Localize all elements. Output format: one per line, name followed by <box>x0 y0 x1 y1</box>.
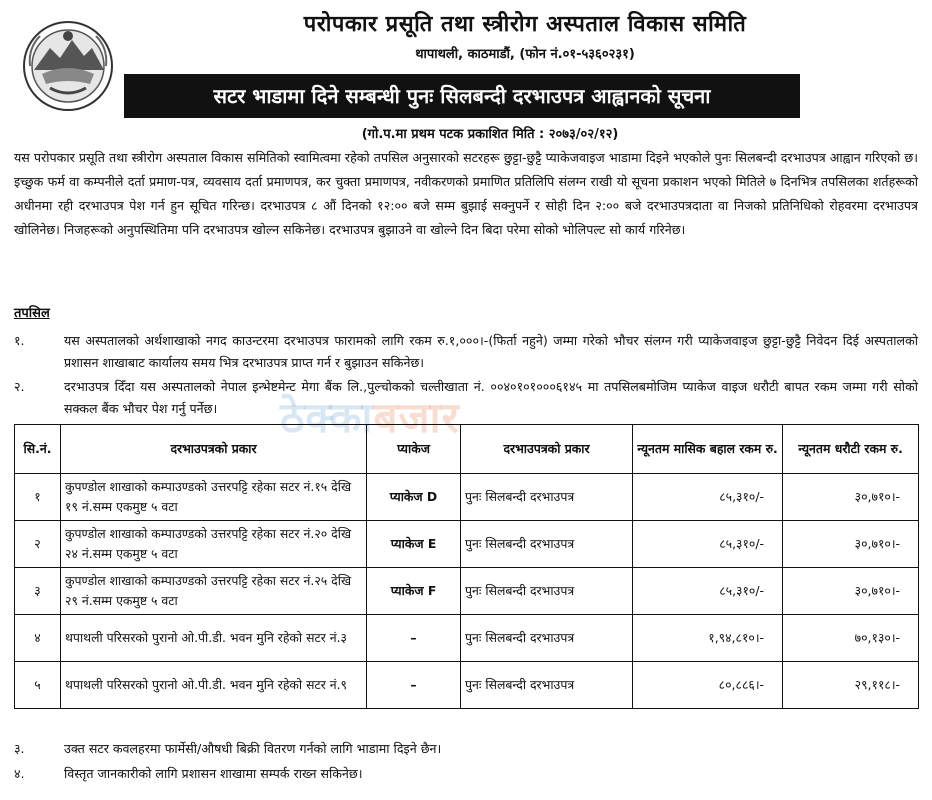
cell-package: प्याकेज F <box>367 568 461 615</box>
condition-text: विस्तृत जानकारीको लागि प्रशासन शाखामा सम्पर्क राख्न सकिनेछ। <box>64 766 363 781</box>
cell-serial: ४ <box>15 615 61 662</box>
table-row <box>15 474 919 521</box>
cell-min-deposit: ३०,७१०।- <box>783 474 919 521</box>
cell-description: कुपण्डोल शाखाको कम्पाउण्डको उत्तरपट्टि रहेका सटर नं.२० देखि २४ नं.सम्म एकमुष्ट ५ वटा <box>61 521 367 568</box>
cell-package: – <box>367 615 461 662</box>
table-header-row <box>15 425 919 474</box>
cell-package: प्याकेज E <box>367 521 461 568</box>
header-min-deposit: न्यूनतम धरौटी रकम रु. <box>783 425 919 474</box>
cell-description: कुपण्डोल शाखाको कम्पाउण्डको उत्तरपट्टि रहेका सटर नं.२५ देखि २९ नं.सम्म एकमुष्ट ५ वटा <box>61 568 367 615</box>
publish-date: (गो.प.मा प्रथम पटक प्रकाशित मिति : २०७३/०२/१२) <box>361 127 619 142</box>
condition-text: दरभाउपत्र दिँदा यस अस्पतालको नेपाल इन्भेष्टमेन्ट मेगा बैंक लि.,पुल्चोकको चल्तीखाता नं. ००४०१०१०००६१४५ मा तपसिलबमोजिम प्याकेज वाइज धरौटी बापत रकम जम्मा गरी सोको सक्कल बैंक भौचर पेश गर्नु पर्नेछ। <box>64 379 918 416</box>
cell-serial: ३ <box>15 568 61 615</box>
condition-number: १. <box>14 333 25 348</box>
cell-serial: २ <box>15 521 61 568</box>
cell-tender-type: पुनः सिलबन्दी दरभाउपत्र <box>461 662 633 709</box>
cell-tender-type: पुनः सिलबन्दी दरभाउपत्र <box>461 521 633 568</box>
table-row <box>15 615 919 662</box>
cell-description: थपाथली परिसरको पुरानो ओ.पी.डी. भवन मुनि रहेको सटर नं.९ <box>61 662 367 709</box>
condition-text: उक्त सटर कवलहरमा फार्मेसी/औषधी बिक्री वितरण गर्नको लागि भाडामा दिइने छैन। <box>64 741 442 756</box>
cell-min-deposit: ३०,७१०।- <box>783 568 919 615</box>
condition-item <box>14 738 918 760</box>
cell-tender-type: पुनः सिलबन्दी दरभाउपत्र <box>461 568 633 615</box>
cell-min-deposit: २९,११८।- <box>783 662 919 709</box>
condition-number: २. <box>14 379 25 394</box>
cell-min-rent: ८५,३१०/- <box>633 474 783 521</box>
cell-tender-type: पुनः सिलबन्दी दरभाउपत्र <box>461 474 633 521</box>
section-heading-tapasil: तपसिल <box>14 306 50 321</box>
table-row <box>15 521 919 568</box>
tender-table <box>14 424 919 709</box>
header-serial: सि.नं. <box>15 425 61 474</box>
cell-serial: १ <box>15 474 61 521</box>
condition-item <box>14 376 918 422</box>
watermark-part1: ठेक्का <box>280 393 374 442</box>
header-tender-type: दरभाउपत्रको प्रकार <box>461 425 633 474</box>
condition-item <box>14 763 918 785</box>
header-description: दरभाउपत्रको प्रकार <box>61 425 367 474</box>
table-row <box>15 568 919 615</box>
cell-min-rent: ८५,३१०/- <box>633 568 783 615</box>
cell-package: – <box>367 662 461 709</box>
organization-address: थापाथली, काठमाडौं, (फोन नं.०१-५३६०२३१) <box>415 47 635 62</box>
watermark-part2: बजार <box>373 393 460 442</box>
condition-number: ३. <box>14 741 25 756</box>
cell-package: प्याकेज D <box>367 474 461 521</box>
cell-min-deposit: ३०,७१०।- <box>783 521 919 568</box>
header-min-rent: न्यूनतम मासिक बहाल रकम रु. <box>633 425 783 474</box>
cell-description: थपाथली परिसरको पुरानो ओ.पी.डी. भवन मुनि रहेको सटर नं.३ <box>61 615 367 662</box>
cell-tender-type: पुनः सिलबन्दी दरभाउपत्र <box>461 615 633 662</box>
cell-min-deposit: ७०,१३०।- <box>783 615 919 662</box>
cell-min-rent: ८५,३१०/- <box>633 521 783 568</box>
condition-text: यस अस्पतालको अर्थशाखाको नगद काउन्टरमा दरभाउपत्र फारामको लागि रकम रु.१,०००।-(फिर्ता नहुने) जम्मा गरेको भौचर संलग्न गरी प्याकेजवाइज छुट्टा-छुट्टै निवेदन दिई अस्पतालको प्रशासन शाखाबाट कार्यालय समय भित्र दरभाउपत्र प्राप्त गर्न र बुझाउन सकिनेछ। <box>64 333 918 370</box>
organization-title: परोपकार प्रसूति तथा स्त्रीरोग अस्पताल विकास समिति <box>303 12 747 37</box>
condition-item <box>14 330 918 376</box>
table-row <box>15 662 919 709</box>
header-package: प्याकेज <box>367 425 461 474</box>
cell-min-rent: ८०,८८६।- <box>633 662 783 709</box>
notice-title-banner: सटर भाडामा दिने सम्बन्धी पुनः सिलबन्दी दरभाउपत्र आह्वानको सूचना <box>124 74 800 118</box>
cell-description: कुपण्डोल शाखाको कम्पाउण्डको उत्तरपट्टि रहेका सटर नं.१५ देखि १९ नं.सम्म एकमुष्ट ५ वटा <box>61 474 367 521</box>
nepal-emblem-icon <box>20 18 116 114</box>
cell-min-rent: १,९४,८१०।- <box>633 615 783 662</box>
condition-number: ४. <box>14 766 25 781</box>
intro-paragraph: यस परोपकार प्रसूति तथा स्त्रीरोग अस्पताल विकास समितिको स्वामित्वमा रहेको तपसिल अनुसारको सटरहरू छुट्टा-छुट्टै प्याकेजवाइज भाडामा दिइने भएकोले पुनः सिलबन्दी दरभाउपत्र आह्वान गरिएको छ। इच्छुक फर्म वा कम्पनीले दर्ता प्रमाण-पत्र, व्यवसाय दर्ता प्रमाणपत्र, कर चुक्ता प्रमाणपत्र, नवीकरणको प्रमाणित प्रतिलिपि संलग्न राखी यो सूचना प्रकाशन भएको मितिले ७ दिनभित्र तपसिलका शर्तहरूको अधीनमा रही दरभाउपत्र पेश गर्न हुन सूचित गरिन्छ। दरभाउपत्र ८ औं दिनको १२:०० बजे सम्म बुझाई सक्नुपर्ने र सोही दिन २:०० बजे दरभाउपत्रदाता वा निजको प्रतिनिधिको रोहवरमा दरभाउपत्र खोलिनेछ। निजहरूको अनुपस्थितिमा पनि दरभाउपत्र खोल्न सकिनेछ। दरभाउपत्र बुझाउने वा खोल्ने दिन बिदा परेमा सोको भोलिपल्ट सो कार्य गरिनेछ। <box>14 150 918 237</box>
cell-serial: ५ <box>15 662 61 709</box>
